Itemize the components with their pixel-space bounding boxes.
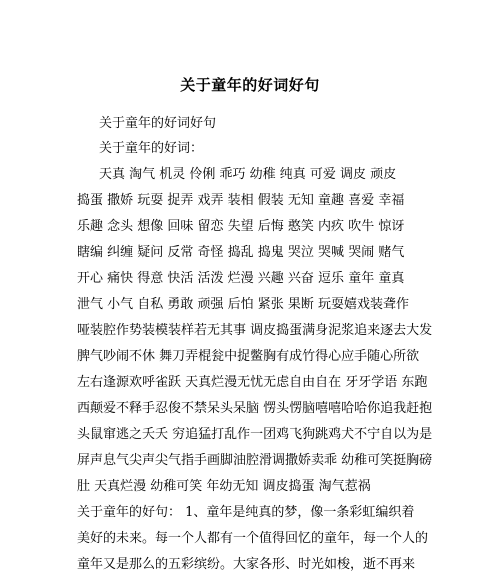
word-list-line: 左右逢源欢呼雀跃 天真烂漫无忧无虑自由自在 牙牙学语 东跑 [77,375,428,390]
document-title: 关于童年的好词好句 [180,76,320,94]
word-list-line: 脾气吵闹不休 舞刀弄棍瓮中捉鳖胸有成竹得心应手随心所欲 [77,349,420,364]
word-list-line: 泄气 小气 自私 勇敢 顽强 后怕 紧张 果断 玩耍嬉戏装聋作 [77,297,410,312]
word-list-line: 瞎编 纠缠 疑问 反常 奇怪 捣乱 捣鬼 哭泣 哭喊 哭闹 赌气 [77,245,405,260]
section-heading-words: 关于童年的好词： [99,141,204,156]
subtitle-line: 关于童年的好词好句 [99,116,217,131]
word-list-line: 天真 淘气 机灵 伶俐 乖巧 幼稚 纯真 可爱 调皮 顽皮 [99,167,397,182]
word-list-line: 屏声息气尖声尖气指手画脚油腔滑调撒娇卖乖 幼稚可笑挺胸磅 [77,453,433,468]
word-list-line: 捣蛋 撒娇 玩耍 捉弄 戏弄 装相 假装 无知 童趣 喜爱 幸福 [77,193,405,208]
word-list-line: 头鼠窜逃之夭夭 穷追猛打乱作一团鸡飞狗跳鸡犬不宁自以为是 [77,427,433,442]
word-list-line: 西颠爱不释手忍俊不禁呆头呆脑 愣头愣脑嘻嘻哈哈你追我赶抱 [77,401,433,416]
word-list-line: 肚 天真烂漫 幼稚可笑 年幼无知 调皮捣蛋 淘气惹祸 [77,479,371,494]
word-list-line: 开心 痛快 得意 快活 活泼 烂漫 兴趣 兴奋 逗乐 童年 童真 [77,271,405,286]
word-list-line: 乐趣 念头 想像 回味 留恋 失望 后悔 憨笑 内疚 吹牛 惊讶 [77,219,405,234]
paragraph-line: 童年又是那么的五彩缤纷。大家各形、时光如梭，逝不再来 [77,557,416,572]
paragraph-line: 美好的未来。每一个人都有一个值得回忆的童年，每一个人的 [77,531,429,546]
section-heading-sentences: 关于童年的好句： 1、童年是纯真的梦，像一条彩虹编织着 [77,505,415,520]
word-list-line: 哑装腔作势装模装样若无其事 调皮捣蛋满身泥浆追来逐去大发 [77,323,433,338]
